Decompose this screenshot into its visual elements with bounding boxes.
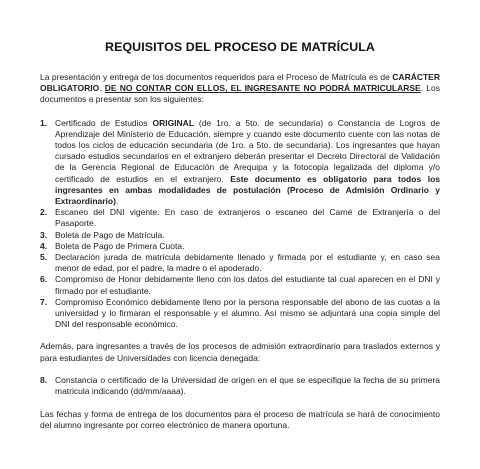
requirements-list <box>40 118 440 331</box>
item-text: Constancia o certificado de la Universidad de origen en el que se especifique la fecha de su primera matricula indicando (dd/mm/aaaa). <box>55 374 440 397</box>
page-title: REQUISITOS DEL PROCESO DE MATRÍCULA <box>105 40 375 54</box>
closing-paragraph: Las fechas y forma de entrega de los documentos para el proceso de matrícula se hará de conocimiento del alumno ingresante por correo electrónico de manera oportuna. <box>40 409 440 431</box>
list-item <box>40 241 440 252</box>
item-note: Este documento es obligatorio para todos los ingresantes en ambas modalidades de postulación (Proceso de Admisión Ordinario y Extraordinario) <box>55 173 440 207</box>
list-item <box>40 207 440 229</box>
item-original: ORIGINAL <box>152 117 195 128</box>
item-text: Compromiso Económico debidamente lleno por la persona responsable del abono de las cuotas a la universidad y lo firmaran el responsable y el alumno. Así mismo se adjuntará una copia simple del DNI del responsable económico. <box>55 296 440 330</box>
item-number: 2. <box>40 207 48 218</box>
list-item <box>40 274 440 296</box>
item-text-cont: (de 1ro. a 5to. de secundaria) o Constancia de Logros de Aprendizaje del Ministerio de Educación, siempre y cuando este documento cuente con las notas de todos los ciclos de educación secundaria (de 1ro. a 5to. de secundaria). Los ingresantes que hayan cursado estudios secundarios en el extranjero deberán presentar el Decreto Directoral de Validación de la Gerencia Regional de Educación de Arequipa y la fotocopia legalizada del diploma y/o certificado de estudios en el extranjero. <box>55 117 440 184</box>
item-text: Certificado de Estudios <box>55 117 153 128</box>
list-item <box>40 297 440 331</box>
item-text: Boleta de Pago de Primera Cuota. <box>55 240 185 251</box>
item-number: 4. <box>40 240 48 251</box>
intro-mandatory: CARÁCTER OBLIGATORIO <box>40 72 440 94</box>
item-text: Compromiso de Honor debidamente lleno con los datos del estudiante tal cual aparecen en el DNI y firmado por el estudiante. <box>55 274 440 296</box>
intro-text-end: . Los documentos a presentar son los siguientes: <box>40 83 440 105</box>
item-number: 1. <box>40 117 48 128</box>
intro-warning: DE NO CONTAR CON ELLOS, EL INGRESANTE NO PODRÁ MATRICULARSE <box>104 83 421 94</box>
item-text: Boleta de Pago de Matrícula. <box>55 229 165 240</box>
item-note-end: . <box>115 196 119 207</box>
intro-paragraph <box>40 72 440 106</box>
item-number: 7. <box>40 296 48 307</box>
transfer-paragraph: Además, para ingresantes a través de los procesos de admisión extraordinario para traslados externos y para estudiantes de Universidades con licencia denegada: <box>40 341 440 363</box>
intro-text: La presentación y entrega de los documentos requeridos para el Proceso de Matrícula es de <box>40 72 393 82</box>
item-text: Declaración jurada de matrícula debidamente llenado y firmada por el estudiante y, en caso sea menor de edad, por el padre, la madre o el apoderado. <box>55 252 440 274</box>
list-item <box>40 230 440 241</box>
item-number: 8. <box>40 374 48 385</box>
item-number: 6. <box>40 274 48 285</box>
list-item <box>40 252 440 274</box>
item-number: 5. <box>40 252 48 263</box>
intro-separator: . <box>99 83 105 94</box>
list-item-transfer <box>40 375 440 397</box>
item-text: Escaneo del DNI vigente. En caso de extranjeros o escaneo del Carné de Extranjería o del Pasaporte. <box>55 207 440 229</box>
list-item <box>40 118 440 208</box>
item-number: 3. <box>40 229 48 240</box>
